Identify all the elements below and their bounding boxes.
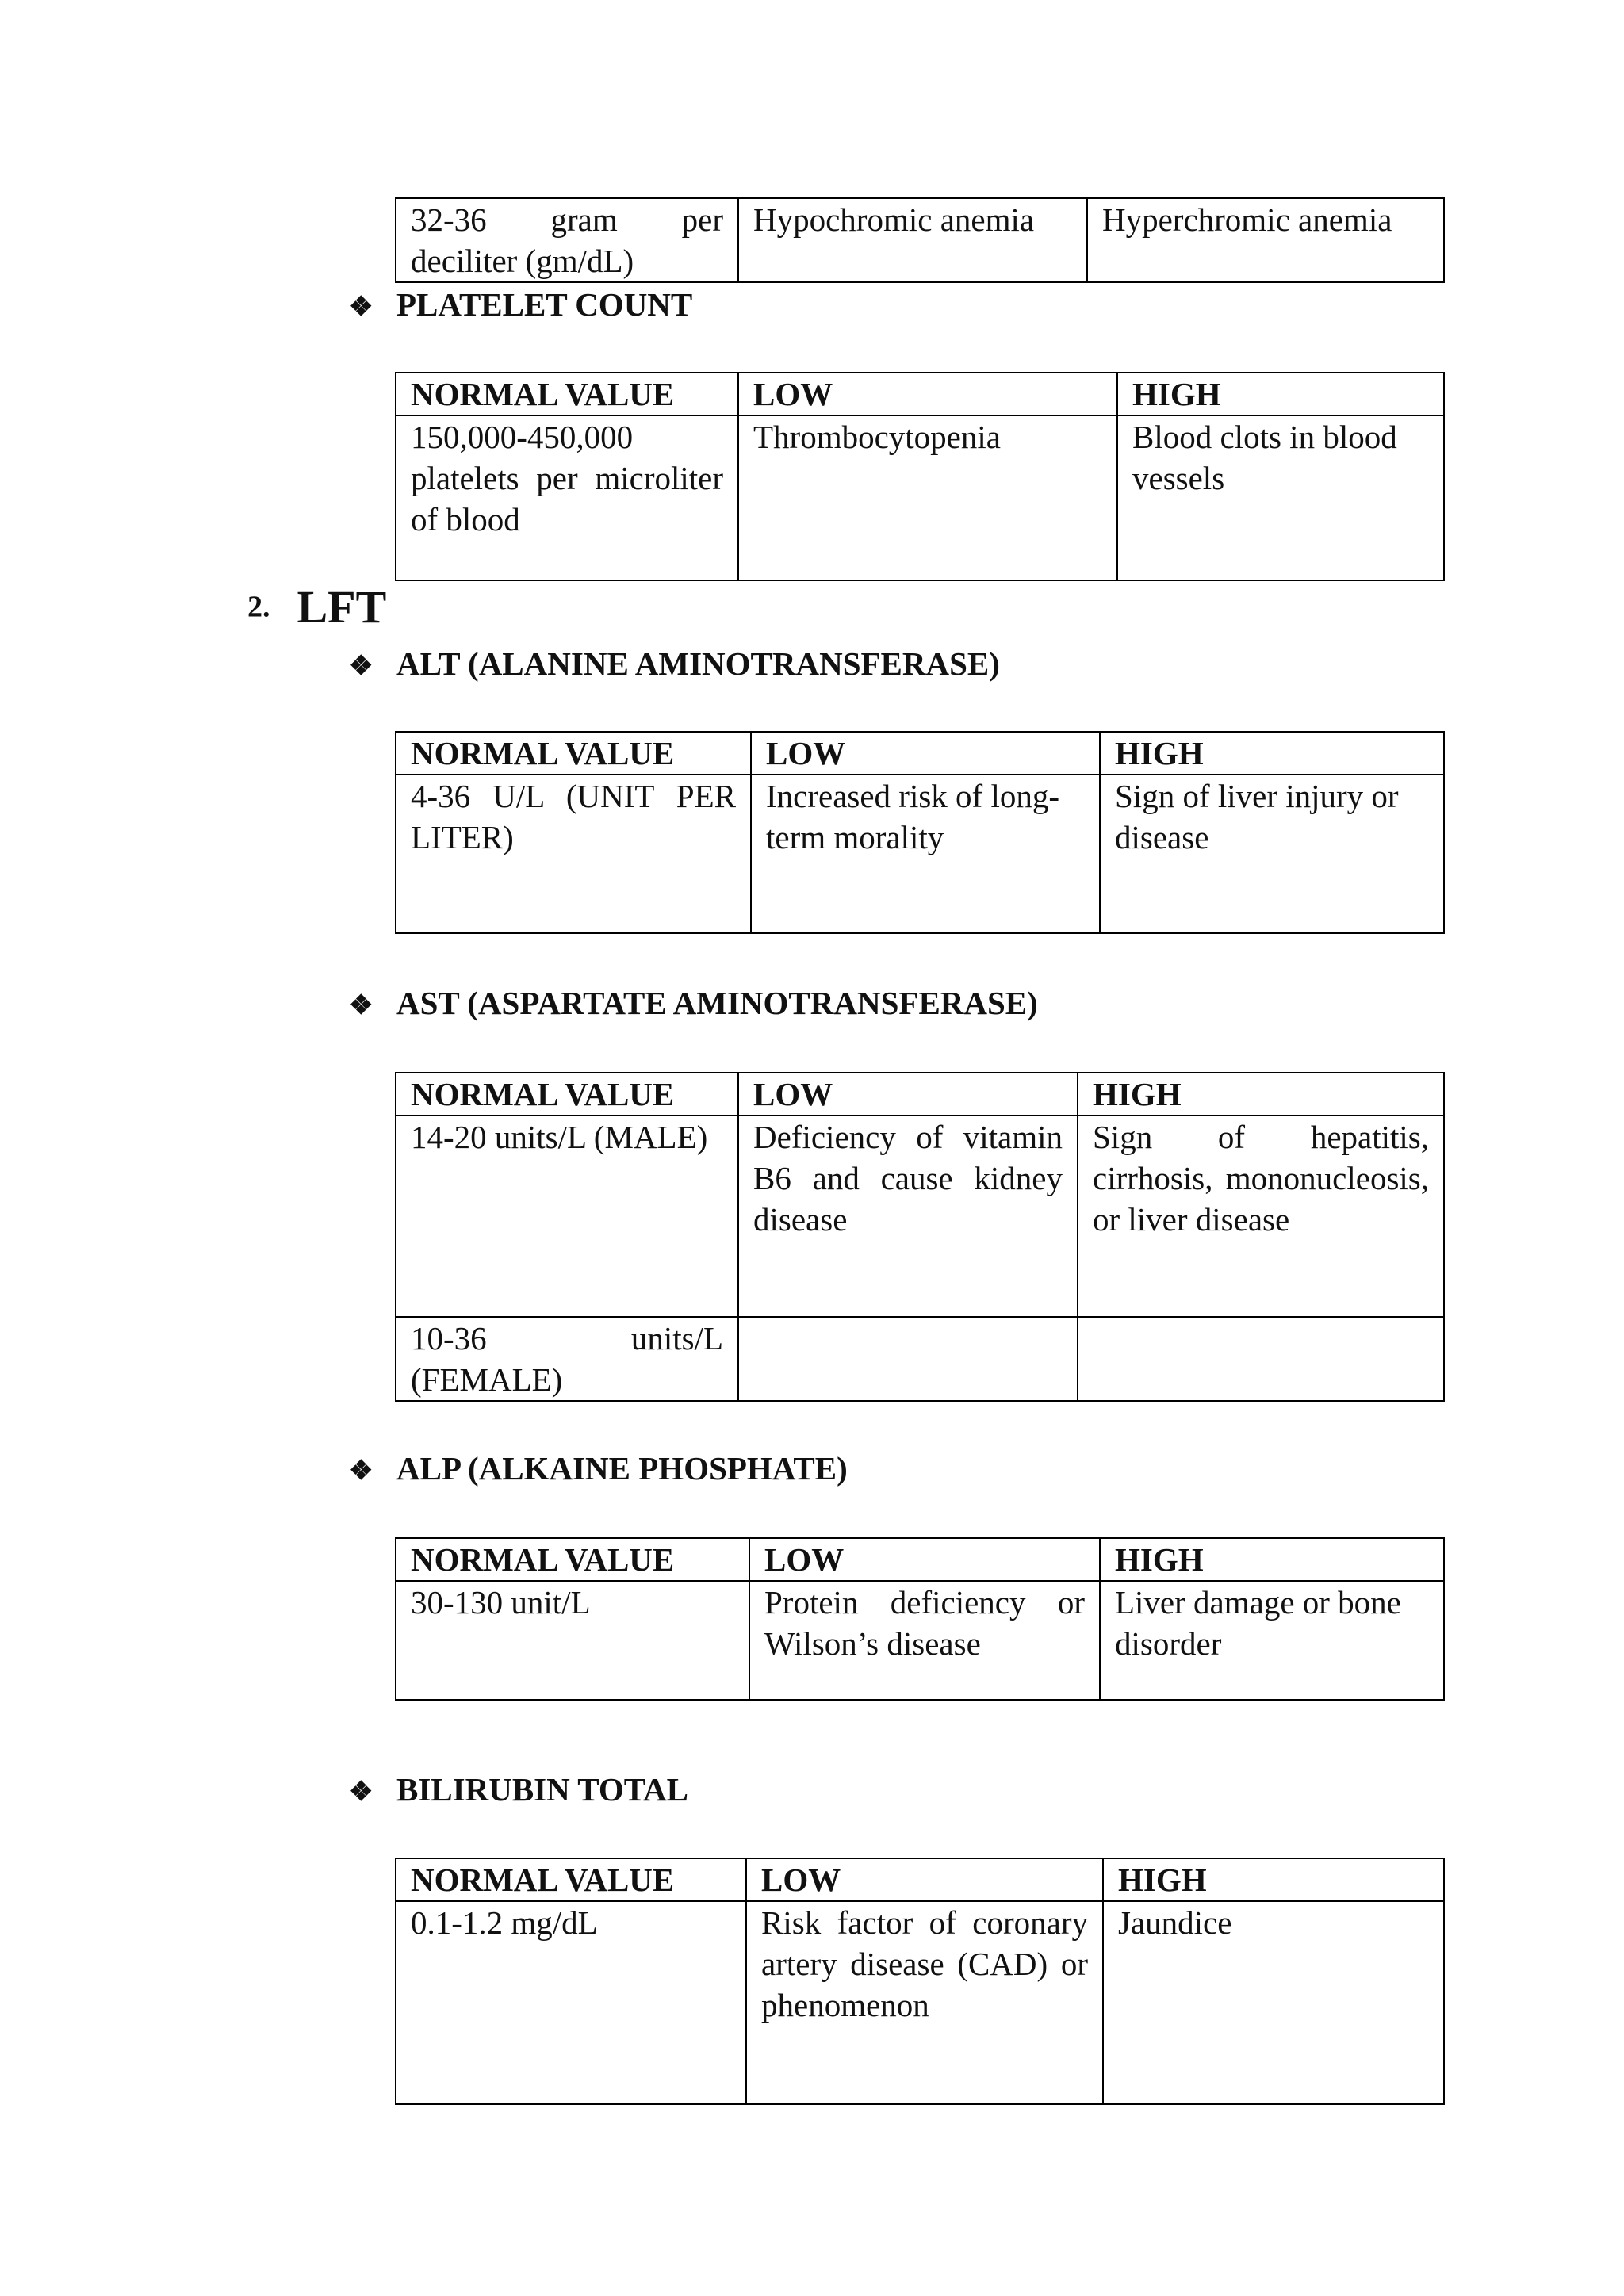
alt-heading: ❖ ALT (ALANINE AMINOTRANSFERASE): [349, 643, 1000, 687]
normal-value-cell: 150,000-450,000 platelets per microliter of blood: [396, 415, 738, 580]
table-row: [396, 1317, 1444, 1401]
section-title: LFT: [297, 581, 387, 633]
normal-value-cell: 4-36 U/L (UNIT PER LITER): [396, 775, 751, 933]
alp-heading: ❖ ALP (ALKAINE PHOSPHATE): [349, 1448, 848, 1492]
header-normal-value: NORMAL VALUE: [396, 1538, 749, 1581]
high-cell: Sign of liver injury or disease: [1100, 775, 1444, 933]
header-normal-value: NORMAL VALUE: [396, 1858, 746, 1901]
normal-value-cell: 30-130 unit/L: [396, 1581, 749, 1700]
header-high: HIGH: [1100, 1538, 1444, 1581]
top-table: [395, 197, 1445, 283]
section-number: 2.: [247, 590, 270, 624]
alt-table: [395, 731, 1445, 934]
diamond-bullet-icon: ❖: [349, 293, 373, 322]
platelet-table: [395, 372, 1445, 581]
diamond-bullet-icon: ❖: [349, 991, 373, 1020]
diamond-bullet-icon: ❖: [349, 1456, 373, 1486]
bilirubin-table: [395, 1858, 1445, 2105]
header-high: HIGH: [1078, 1073, 1444, 1115]
low-cell: Hypochromic anemia: [738, 198, 1087, 282]
low-cell: [738, 1317, 1078, 1401]
platelet-heading: ❖ PLATELET COUNT: [349, 284, 692, 328]
low-cell: Risk factor of coronary artery disease (CAD) or phenomenon: [746, 1901, 1103, 2104]
header-low: LOW: [738, 1073, 1078, 1115]
normal-value-cell: 10-36 units/L (FEMALE): [396, 1317, 738, 1401]
section-heading-lft: [247, 580, 386, 633]
high-cell: Sign of hepatitis, cirrhosis, mononucleosis, or liver disease: [1078, 1115, 1444, 1317]
bilirubin-heading: ❖ BILIRUBIN TOTAL: [349, 1769, 688, 1813]
header-high: HIGH: [1100, 732, 1444, 775]
table-header-row: [396, 373, 1444, 415]
table-row: [396, 1581, 1444, 1700]
ast-table: [395, 1072, 1445, 1402]
header-low: LOW: [738, 373, 1117, 415]
diamond-bullet-icon: ❖: [349, 1777, 373, 1807]
table-header-row: [396, 1073, 1444, 1115]
high-cell: [1078, 1317, 1444, 1401]
high-cell: Hyperchromic anemia: [1087, 198, 1444, 282]
ast-heading: ❖ AST (ASPARTATE AMINOTRANSFERASE): [349, 982, 1038, 1027]
low-cell: Deficiency of vitamin B6 and cause kidney disease: [738, 1115, 1078, 1317]
table-row: [396, 1901, 1444, 2104]
table-header-row: [396, 732, 1444, 775]
header-low: LOW: [749, 1538, 1100, 1581]
low-cell: Increased risk of long-term morality: [751, 775, 1100, 933]
normal-value-cell: 0.1-1.2 mg/dL: [396, 1901, 746, 2104]
high-cell: Liver damage or bone disorder: [1100, 1581, 1444, 1700]
header-normal-value: NORMAL VALUE: [396, 1073, 738, 1115]
header-low: LOW: [751, 732, 1100, 775]
low-cell: Thrombocytopenia: [738, 415, 1117, 580]
alp-table: [395, 1537, 1445, 1701]
normal-value-cell: 32-36 gram per deciliter (gm/dL): [396, 198, 738, 282]
table-header-row: [396, 1538, 1444, 1581]
header-high: HIGH: [1117, 373, 1444, 415]
diamond-bullet-icon: ❖: [349, 652, 373, 681]
header-normal-value: NORMAL VALUE: [396, 373, 738, 415]
low-cell: Protein deficiency or Wilson’s disease: [749, 1581, 1100, 1700]
normal-value-cell: 14-20 units/L (MALE): [396, 1115, 738, 1317]
high-cell: Jaundice: [1103, 1901, 1444, 2104]
table-row: [396, 415, 1444, 580]
table-row: [396, 1115, 1444, 1317]
header-high: HIGH: [1103, 1858, 1444, 1901]
table-header-row: [396, 1858, 1444, 1901]
table-row: [396, 775, 1444, 933]
high-cell: Blood clots in blood vessels: [1117, 415, 1444, 580]
header-low: LOW: [746, 1858, 1103, 1901]
table-row: [396, 198, 1444, 282]
header-normal-value: NORMAL VALUE: [396, 732, 751, 775]
